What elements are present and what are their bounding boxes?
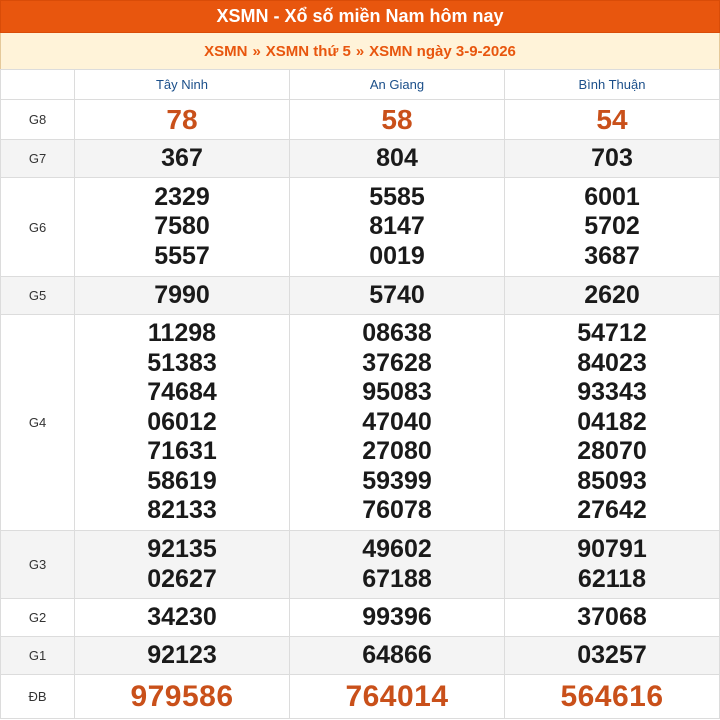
lottery-number: 979586 xyxy=(130,679,234,713)
lottery-number: 34230 xyxy=(147,602,217,631)
prize-label: ĐB xyxy=(1,675,75,719)
results-table xyxy=(0,69,720,719)
lottery-number: 02627 xyxy=(147,564,217,593)
prize-cell-tay-ninh xyxy=(75,675,290,719)
lottery-number: 0019 xyxy=(369,241,425,270)
lottery-number: 64866 xyxy=(362,640,432,669)
prize-cell-tay-ninh xyxy=(75,277,290,315)
lottery-number: 37628 xyxy=(362,348,432,377)
lottery-number: 5740 xyxy=(369,280,425,309)
lottery-number: 76078 xyxy=(362,496,432,525)
lottery-number: 8147 xyxy=(369,212,425,241)
lottery-number: 04182 xyxy=(577,407,647,436)
lottery-number: 78 xyxy=(166,103,198,135)
lottery-number: 62118 xyxy=(577,564,647,593)
prize-cell-an-giang xyxy=(290,140,505,178)
lottery-number: 74684 xyxy=(147,378,217,407)
breadcrumb-separator: » xyxy=(252,42,261,60)
lottery-number: 82133 xyxy=(147,496,217,525)
page-title-text: XSMN - Xổ số miền Nam hôm nay xyxy=(216,6,504,26)
lottery-number: 2329 xyxy=(154,182,210,211)
lottery-number: 54 xyxy=(596,103,628,135)
prize-label: G4 xyxy=(1,315,75,531)
prize-cell-tay-ninh xyxy=(75,100,290,140)
prize-cell-tay-ninh xyxy=(75,178,290,277)
lottery-number: 51383 xyxy=(147,348,217,377)
lottery-number: 11298 xyxy=(147,319,217,348)
prize-cell-tay-ninh xyxy=(75,140,290,178)
page-title xyxy=(0,0,720,33)
lottery-number: 93343 xyxy=(577,378,647,407)
lottery-number: 6001 xyxy=(584,182,640,211)
prize-cell-binh-thuan xyxy=(505,531,720,599)
lottery-number: 67188 xyxy=(362,564,432,593)
lottery-number: 5585 xyxy=(369,182,425,211)
lottery-number: 764014 xyxy=(345,679,449,713)
lottery-number: 59399 xyxy=(362,466,432,495)
breadcrumb-link-xsmn[interactable]: XSMN xyxy=(204,42,248,60)
prize-cell-tay-ninh xyxy=(75,599,290,637)
lottery-number: 92123 xyxy=(147,640,217,669)
prize-cell-an-giang xyxy=(290,637,505,675)
prize-cell-binh-thuan xyxy=(505,277,720,315)
lottery-number: 54712 xyxy=(577,319,647,348)
lottery-number: 49602 xyxy=(362,535,432,563)
prize-cell-binh-thuan xyxy=(505,315,720,531)
prize-cell-binh-thuan xyxy=(505,675,720,719)
lottery-number: 564616 xyxy=(560,679,664,713)
prize-label: G2 xyxy=(1,599,75,637)
lottery-number: 90791 xyxy=(577,535,647,563)
prize-cell-an-giang xyxy=(290,315,505,531)
lottery-number: 703 xyxy=(591,143,633,172)
lottery-number: 5557 xyxy=(154,241,210,270)
lottery-number: 06012 xyxy=(147,407,217,436)
breadcrumb-separator: » xyxy=(355,42,365,60)
lottery-number: 27642 xyxy=(577,496,647,525)
lottery-number: 27080 xyxy=(362,437,432,466)
province-header-row xyxy=(1,70,720,100)
prize-cell-binh-thuan xyxy=(505,100,720,140)
prize-row-g6 xyxy=(1,178,720,277)
prize-row-g4 xyxy=(1,315,720,531)
lottery-number: 7990 xyxy=(154,280,210,309)
lottery-number: 804 xyxy=(376,143,418,172)
lottery-number: 2620 xyxy=(584,280,640,309)
prize-cell-tay-ninh xyxy=(75,637,290,675)
lottery-number: 84023 xyxy=(577,348,647,377)
prize-cell-an-giang xyxy=(290,599,505,637)
prize-row-g5 xyxy=(1,277,720,315)
prize-cell-tay-ninh xyxy=(75,531,290,599)
lottery-number: 7580 xyxy=(154,212,210,241)
prize-label: G8 xyxy=(1,100,75,140)
prize-label: G6 xyxy=(1,178,75,277)
breadcrumb xyxy=(0,33,720,69)
prize-row-g2 xyxy=(1,599,720,637)
prize-label: G3 xyxy=(1,531,75,599)
prize-label: G1 xyxy=(1,637,75,675)
prize-cell-an-giang xyxy=(290,178,505,277)
prize-row-g1 xyxy=(1,637,720,675)
prize-row-g3 xyxy=(1,531,720,599)
prize-cell-an-giang xyxy=(290,100,505,140)
prize-cell-binh-thuan xyxy=(505,140,720,178)
prize-row-g8 xyxy=(1,100,720,140)
lottery-number: 58619 xyxy=(147,466,217,495)
prize-label: G5 xyxy=(1,277,75,315)
lottery-number: 03257 xyxy=(577,640,647,669)
lottery-number: 92135 xyxy=(147,535,217,563)
lottery-number: 08638 xyxy=(362,319,432,348)
prize-label: G7 xyxy=(1,140,75,178)
prize-row-g7 xyxy=(1,140,720,178)
lottery-number: 367 xyxy=(161,143,203,172)
breadcrumb-link-xsmn-date[interactable]: XSMN ngày 3-9-2026 xyxy=(369,42,516,60)
lottery-number: 47040 xyxy=(362,407,432,436)
prize-cell-binh-thuan xyxy=(505,637,720,675)
prize-label-header xyxy=(1,70,75,100)
prize-cell-tay-ninh xyxy=(75,315,290,531)
prize-cell-an-giang xyxy=(290,531,505,599)
prize-row-special xyxy=(1,675,720,719)
lottery-number: 3687 xyxy=(584,241,640,270)
lottery-number: 58 xyxy=(381,103,413,135)
breadcrumb-link-xsmn-thu-5[interactable]: XSMN thứ 5 xyxy=(265,42,351,60)
prize-cell-binh-thuan xyxy=(505,599,720,637)
province-header-binh-thuan[interactable]: Bình Thuận xyxy=(505,70,720,100)
lottery-number: 28070 xyxy=(577,437,647,466)
lottery-number: 37068 xyxy=(577,602,647,631)
lottery-number: 99396 xyxy=(362,602,432,631)
lottery-number: 5702 xyxy=(584,212,640,241)
prize-cell-an-giang xyxy=(290,675,505,719)
lottery-number: 71631 xyxy=(147,437,217,466)
prize-cell-binh-thuan xyxy=(505,178,720,277)
lottery-number: 85093 xyxy=(577,466,647,495)
province-header-tay-ninh[interactable]: Tây Ninh xyxy=(75,70,290,100)
province-header-an-giang[interactable]: An Giang xyxy=(290,70,505,100)
lottery-number: 95083 xyxy=(362,378,432,407)
prize-cell-an-giang xyxy=(290,277,505,315)
